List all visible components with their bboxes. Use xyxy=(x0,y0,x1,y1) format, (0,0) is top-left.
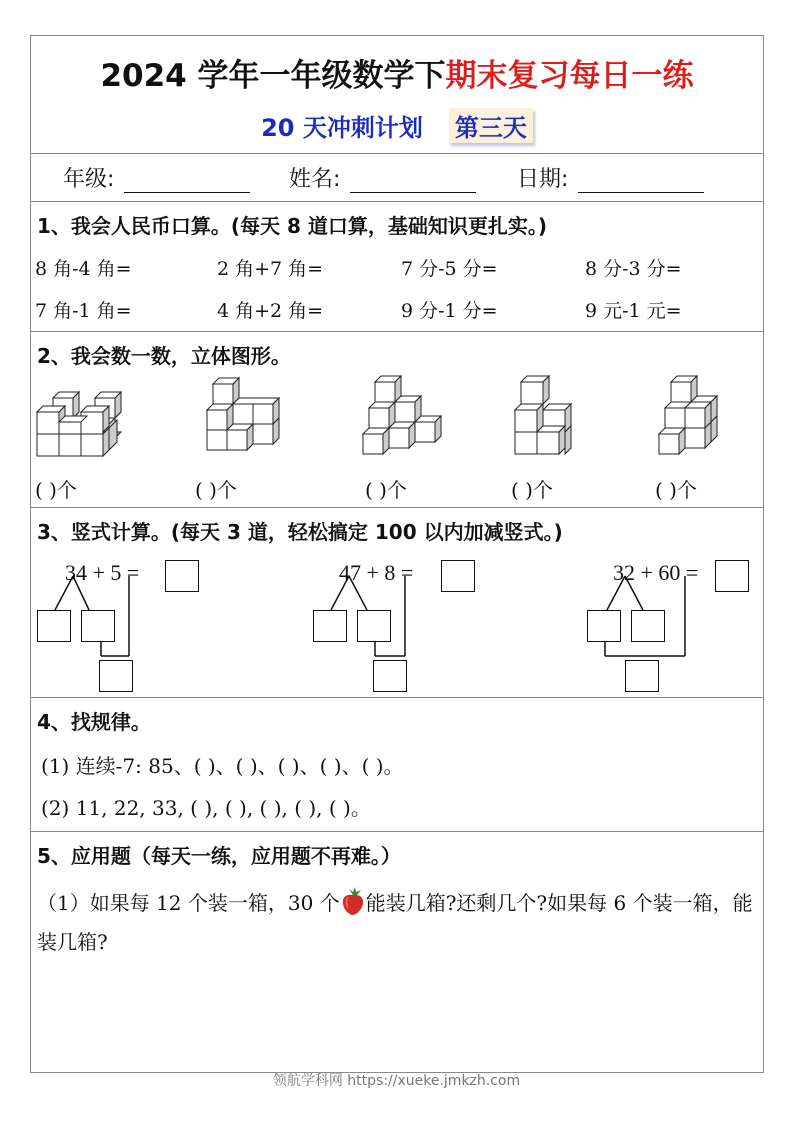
title-red: 期末复习每日一练 xyxy=(445,58,694,94)
cube-count-4-answer[interactable]: ( )个 xyxy=(511,478,553,502)
day-badge: 第三天 xyxy=(449,108,533,143)
split-box[interactable] xyxy=(631,610,665,642)
calc-expression: 34 + 5 = xyxy=(65,560,140,585)
split-box[interactable] xyxy=(37,610,71,642)
q1-expr: 7 分-5 分= xyxy=(401,258,498,280)
question-4-heading: 4、找规律。 xyxy=(37,710,151,734)
split-box[interactable] xyxy=(81,610,115,642)
q1-expr: 8 角-4 角= xyxy=(35,258,132,280)
title-black: 2024 学年一年级数学下 xyxy=(100,58,446,94)
cube-figure-2 xyxy=(203,374,293,464)
q1-expr: 7 角-1 角= xyxy=(35,300,132,322)
q1-expr: 2 角+7 角= xyxy=(217,258,324,280)
q1-expr: 9 元-1 元= xyxy=(585,300,682,322)
sequence-1: (1) 连续-7: 85、( )、( )、( )、( )、( )。 xyxy=(41,754,404,778)
grade-input-line[interactable] xyxy=(124,169,250,193)
cube-figure-4 xyxy=(513,374,593,464)
answer-box[interactable] xyxy=(165,560,199,592)
question-1-heading: 1、我会人民币口算。(每天 8 道口算，基础知识更扎实。) xyxy=(37,214,548,238)
grade-field xyxy=(63,162,250,193)
question-1-section xyxy=(31,202,763,332)
split-box[interactable] xyxy=(357,610,391,642)
sum-box[interactable] xyxy=(99,660,133,692)
question-2-heading: 2、我会数一数，立体图形。 xyxy=(37,344,291,368)
cube-figure-5 xyxy=(657,374,737,464)
page-title xyxy=(31,50,763,95)
strawberry-icon xyxy=(340,886,366,916)
student-info-row xyxy=(31,154,763,202)
question-3-heading: 3、竖式计算。(每天 3 道，轻松搞定 100 以内加减竖式。) xyxy=(37,520,563,544)
vertical-calc-2 xyxy=(311,538,551,698)
cube-count-5-answer[interactable]: ( )个 xyxy=(655,478,697,502)
cube-figure-1 xyxy=(35,374,135,464)
sum-box[interactable] xyxy=(625,660,659,692)
worksheet xyxy=(30,35,764,1073)
cube-figure-3 xyxy=(361,374,451,464)
split-box[interactable] xyxy=(587,610,621,642)
split-box[interactable] xyxy=(313,610,347,642)
calc-expression: 47 + 8 = xyxy=(339,560,414,585)
cube-count-2-answer[interactable]: ( )个 xyxy=(195,478,237,502)
sum-box[interactable] xyxy=(373,660,407,692)
question-5-heading: 5、应用题（每天一练，应用题不再难。） xyxy=(37,844,401,868)
vertical-calc-3 xyxy=(585,538,793,698)
question-3-section xyxy=(31,508,763,698)
subtitle xyxy=(31,108,763,143)
cube-count-1-answer[interactable]: ( )个 xyxy=(35,478,77,502)
name-field xyxy=(289,162,476,193)
grade-label: 年级: xyxy=(63,167,115,192)
q1-expr: 4 角+2 角= xyxy=(217,300,324,322)
date-label: 日期: xyxy=(517,167,569,192)
name-input-line[interactable] xyxy=(350,169,476,193)
answer-box[interactable] xyxy=(715,560,749,592)
cube-count-3-answer[interactable]: ( )个 xyxy=(365,478,407,502)
q1-expr: 9 分-1 分= xyxy=(401,300,498,322)
question-5-section xyxy=(31,832,763,1074)
plan-label: 20 天冲刺计划 xyxy=(261,114,423,142)
sequence-2: (2) 11, 22, 33, ( ), ( ), ( ), ( ), ( )。 xyxy=(41,796,371,820)
question-4-section xyxy=(31,698,763,832)
date-field xyxy=(517,162,704,193)
word-problem-1 xyxy=(37,884,761,962)
problem-text-part1: （1）如果每 12 个装一箱，30 个 xyxy=(37,891,340,915)
vertical-calc-1 xyxy=(35,538,275,698)
footer-watermark: 领航学科网 https://xueke.jmkzh.com xyxy=(272,1073,521,1089)
calc-expression: 32 + 60 = xyxy=(613,560,699,585)
name-label: 姓名: xyxy=(289,167,341,192)
problem-text-part2: 能装几箱?还剩几个?如果每 6 个装一箱，能装几箱? xyxy=(37,891,753,954)
date-input-line[interactable] xyxy=(578,169,704,193)
question-2-section xyxy=(31,332,763,508)
title-section xyxy=(31,36,763,154)
q1-expr: 8 分-3 分= xyxy=(585,258,682,280)
answer-box[interactable] xyxy=(441,560,475,592)
